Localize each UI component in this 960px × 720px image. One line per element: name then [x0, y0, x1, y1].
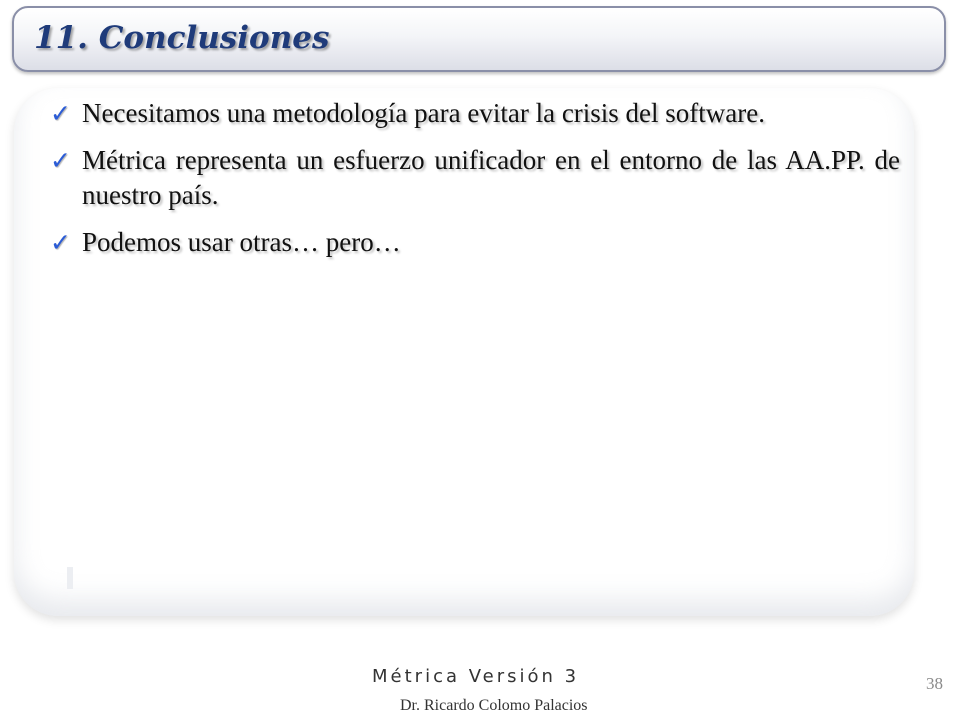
bullet-item: [50, 96, 900, 131]
bullet-item: [50, 225, 900, 260]
check-icon: ✓: [50, 146, 71, 175]
bullet-item: [50, 143, 900, 213]
slide-title: 11. Conclusiones: [34, 20, 330, 56]
footer-title: Métrica Versión 3: [372, 666, 580, 687]
bullet-text: Necesitamos una metodología para evitar la crisis del software.: [82, 98, 766, 128]
bullet-list: [50, 96, 900, 272]
check-icon: ✓: [50, 99, 71, 128]
bullet-text: Métrica representa un esfuerzo unificador en el entorno de las AA.PP. de nuestro país.: [82, 145, 900, 210]
bullet-text: Podemos usar otras… pero…: [82, 227, 401, 257]
faint-mark: [67, 567, 73, 589]
slide-number: 38: [926, 674, 943, 693]
check-icon: ✓: [50, 228, 71, 257]
footer-author: Dr. Ricardo Colomo Palacios: [400, 697, 588, 714]
